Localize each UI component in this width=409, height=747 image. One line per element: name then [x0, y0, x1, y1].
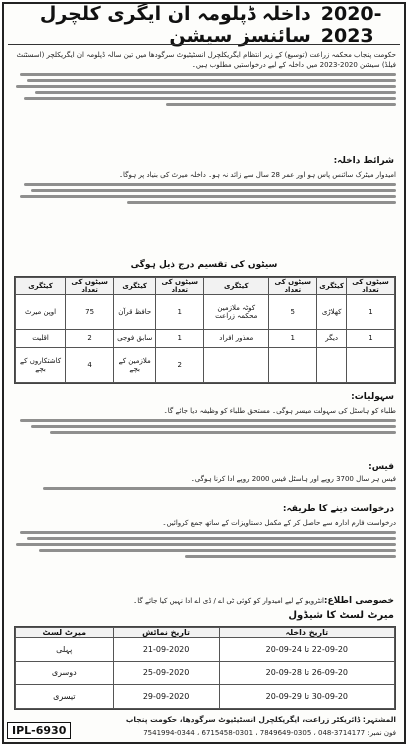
criteria-text: امیدوار میٹرک سائنس پاس ہو اور عمر 28 سال سے زائد نہ ہو۔ داخلہ میرٹ کی بنیاد پر ہوگا۔: [118, 171, 396, 179]
table-row: [16, 329, 395, 347]
fee-heading: فیس:: [368, 462, 394, 472]
advertisement-title: [4, 3, 404, 47]
seats-cell: 5: [269, 295, 317, 330]
seats-cell: [204, 348, 269, 383]
title-underline: [8, 44, 400, 45]
table-row: [16, 348, 395, 383]
intro-text: حکومت پنجاب محکمہ زراعت (توسیع) کے زیر انتظام ایگریکلچرل انسٹیٹیوٹ سرگودھا میں تین سالہ ڈپلومہ ان ایگریکلچر (اسسٹنٹ فیلڈ) سیشن 2020-2023 میں داخلہ کے لیے درخواستیں مطلوب ہیں۔: [16, 51, 396, 69]
seats-cell: 2: [66, 329, 114, 347]
seats-cell: کاشتکاروں کے بچے: [16, 348, 66, 383]
criteria-paragraph: [12, 170, 396, 250]
seats-cell: 2: [156, 348, 204, 383]
seats-cell: سابق فوجی: [114, 329, 156, 347]
howto-paragraph: [12, 518, 396, 592]
seats-col-header: کیٹگری: [204, 278, 269, 295]
schedule-cell: دوسری: [16, 661, 114, 685]
seats-cell: حافظ قرآن: [114, 295, 156, 330]
seats-cell: [317, 348, 347, 383]
note-text: انٹرویو کے لیے امیدوار کو کوئی ٹی اے / ڈی اے ادا نہیں کیا جائے گا۔: [133, 597, 324, 605]
seats-table-header-row: [16, 278, 395, 295]
signatory-text: المشتہر: ڈائریکٹر زراعت، ایگریکلچرل انسٹیٹیوٹ سرگودھا، حکومت پنجاب: [125, 715, 396, 724]
intro-paragraph: [12, 50, 396, 148]
schedule-cell: پہلی: [16, 638, 114, 662]
schedule-header-row: [16, 628, 395, 638]
seats-cell: 75: [66, 295, 114, 330]
schedule-col-header: تاریخ داخلہ: [219, 628, 394, 638]
schedule-cell: 30-09-20 تا 29-09-20: [219, 685, 394, 709]
seats-cell: 4: [66, 348, 114, 383]
title-years: 2020-2023: [320, 3, 382, 47]
schedule-cell: 26-09-20 تا 28-09-20: [219, 661, 394, 685]
schedule-cell: تیسری: [16, 685, 114, 709]
seats-cell: 1: [346, 295, 394, 330]
seats-col-header: سیٹوں کی تعداد: [66, 278, 114, 295]
seats-col-header: سیٹوں کی تعداد: [269, 278, 317, 295]
seats-col-header: سیٹوں کی تعداد: [346, 278, 394, 295]
table-row: [16, 685, 395, 709]
seats-cell: 1: [156, 295, 204, 330]
fee-text: فیس ہر سال 3700 روپے اور ہاسٹل فیس 2000 روپے ادا کرنا ہوگی۔: [190, 475, 396, 483]
facilities-heading: سہولیات:: [351, 392, 394, 402]
seats-cell: کوٹہ ملازمین محکمہ زراعت: [204, 295, 269, 330]
facilities-text: طلباء کو ہاسٹل کی سہولت میسر ہوگی۔ مستحق طلباء کو وظیفہ دیا جائے گا۔: [163, 407, 396, 415]
seats-cell: اقلیت: [16, 329, 66, 347]
seats-cell: دیگر: [317, 329, 347, 347]
schedule-col-header: میرٹ لسٹ: [16, 628, 114, 638]
seats-cell: 1: [346, 329, 394, 347]
howto-text: درخواست فارم ادارہ سے حاصل کر کے مکمل دستاویزات کے ساتھ جمع کروائیں۔: [162, 519, 396, 527]
schedule-cell: 21-09-2020: [113, 638, 219, 662]
seats-table: [14, 276, 396, 384]
seats-col-header: کیٹگری: [16, 278, 66, 295]
table-row: [16, 295, 395, 330]
seats-heading: سیٹوں کی تقسیم درج ذیل ہوگی: [130, 260, 278, 270]
fee-paragraph: [12, 474, 396, 502]
schedule-cell: 29-09-2020: [113, 685, 219, 709]
seats-cell: اوپن میرٹ: [16, 295, 66, 330]
seats-cell: [269, 348, 317, 383]
seats-col-header: سیٹوں کی تعداد: [156, 278, 204, 295]
schedule-cell: 22-09-20 تا 24-09-20: [219, 638, 394, 662]
schedule-cell: 25-09-2020: [113, 661, 219, 685]
schedule-heading: میرٹ لسٹ کا شیڈول: [288, 610, 394, 621]
ipl-code-badge: IPL-6930: [7, 722, 71, 739]
seats-cell: معذور افراد: [204, 329, 269, 347]
title-urdu: داخلہ ڈپلومہ ان ایگری کلچرل سائنسز سیشن: [39, 3, 311, 47]
seats-cell: [346, 348, 394, 383]
contacts-text: فون نمبر: 3714177-048 ، 0305-7849649 ، 0301-6715458 ، 0344-7541994: [143, 729, 396, 737]
table-row: [16, 661, 395, 685]
note-heading: خصوصی اطلاع:: [323, 596, 394, 606]
criteria-heading: شرائط داخلہ:: [333, 156, 394, 166]
seats-col-header: کیٹگری: [317, 278, 347, 295]
seats-cell: 1: [156, 329, 204, 347]
seats-col-header: کیٹگری: [114, 278, 156, 295]
facilities-paragraph: [12, 406, 396, 458]
schedule-table: [14, 626, 396, 710]
seats-cell: 1: [269, 329, 317, 347]
advertisement: [2, 2, 406, 744]
schedule-col-header: تاریخ نمائش: [113, 628, 219, 638]
seats-cell: ملازمین کے بچے: [114, 348, 156, 383]
table-row: [16, 638, 395, 662]
seats-cell: کھلاڑی: [317, 295, 347, 330]
howto-heading: درخواست دینے کا طریقہ:: [282, 504, 394, 514]
